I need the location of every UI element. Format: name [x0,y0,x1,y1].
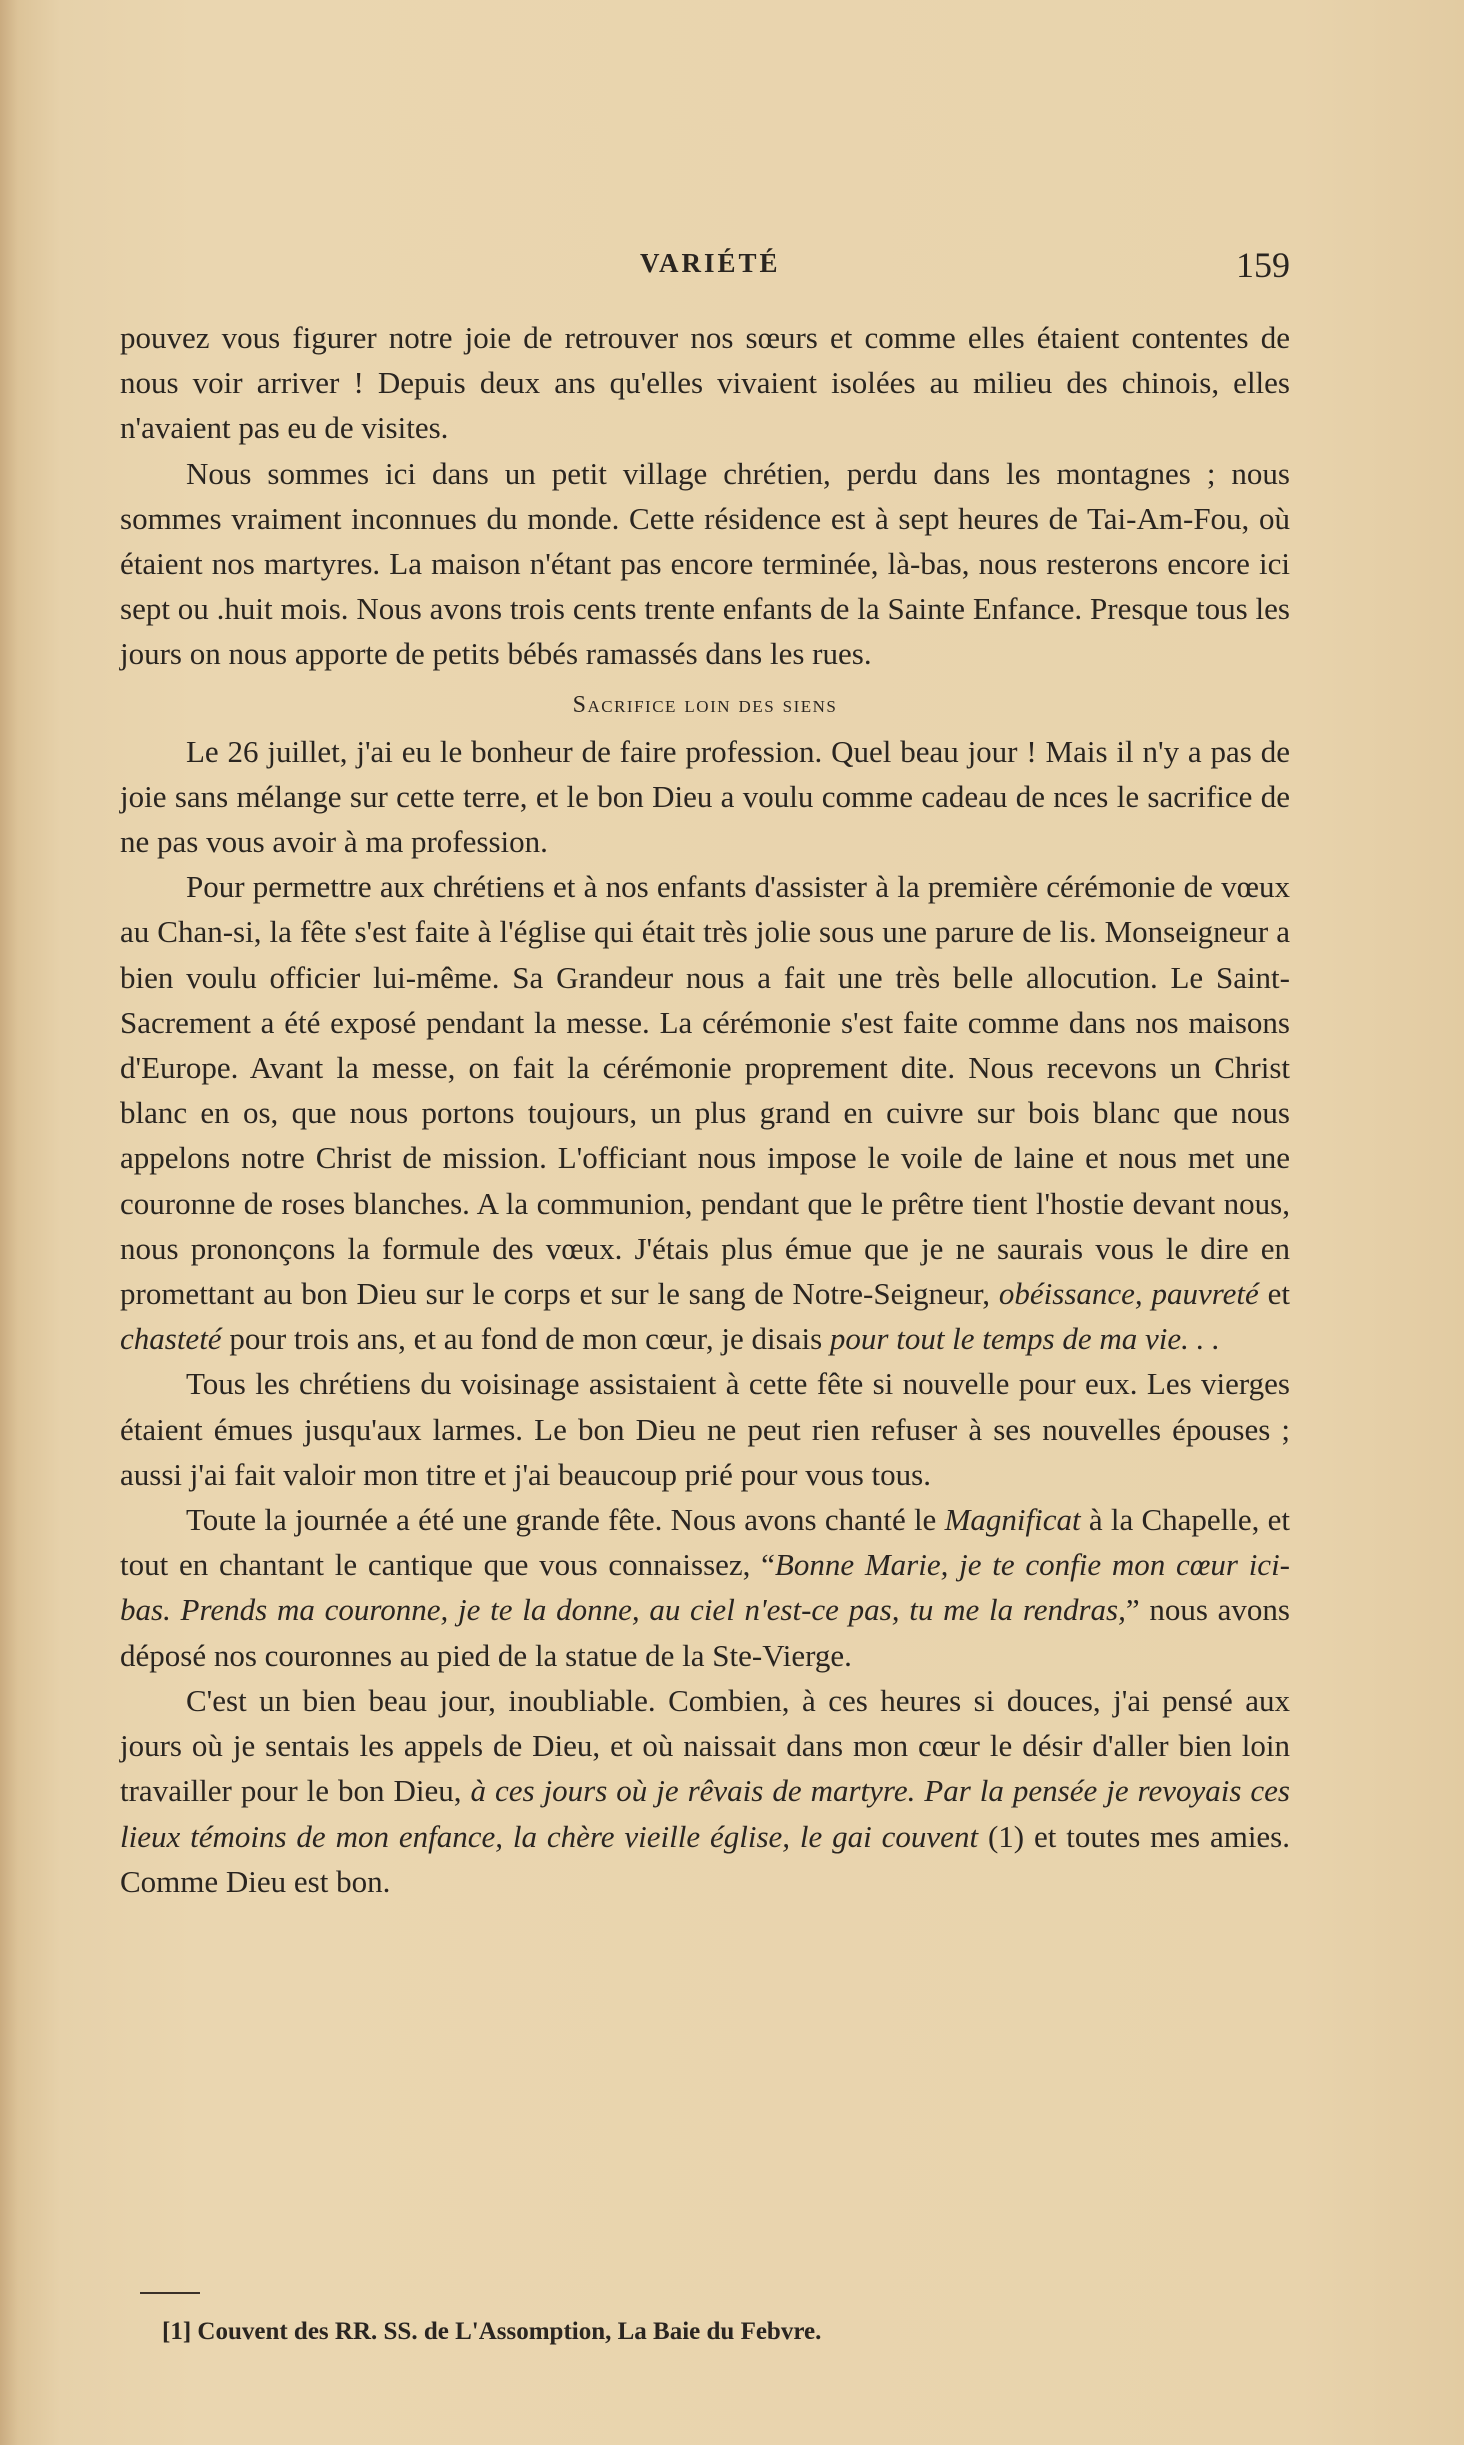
vows-and: et [1258,1276,1291,1312]
body-text [120,315,1290,1904]
vows-tail: pour trois ans, et au fond de mon cœur, je disais [221,1321,830,1357]
dreams-italic: à ces jours où je rêvais de martyre. Par la pensée je revoyais ces lieux témoins de mon enfance, la chère vieille église, le gai couvent [120,1773,1290,1854]
memories-text: C'est un bien beau jour, inoubliable. Combien, à ces heures si douces, j'ai pensé aux jours où je sentais les appels de Dieu, et où naissait dans mon cœur le désir d'aller bien loin travailler pour le bon Dieu, [120,1682,1290,1809]
paragraph-village: Nous sommes ici dans un petit village chrétien, perdu dans les montagnes ; nous sommes vraiment inconnues du monde. Cette résidence est à sept heures de Tai-Am-Fou, où étaient nos martyres. La maison n'étant pas encore terminée, là-bas, nous resterons encore ici sept ou .huit mois. Nous avons trois cents trente enfants de la Sainte Enfance. Presque tous les jours on nous apporte de petits bébés ramassés dans les rues. [120,455,1290,672]
forever-italic: pour tout le temps de ma vie. . . [829,1321,1220,1357]
feast-text: Toute la journée a été une grande fête. Nous avons chanté le [186,1502,937,1538]
paragraph-neighbors: Tous les chrétiens du voisinage assistaient à cette fête si nouvelle pour eux. Les vierges étaient émues jusqu'aux larmes. Le bon Dieu ne peut rien refuser à ses nouvelles épouses ; aussi j'ai fait valoir mon titre et j'ai beaucoup prié pour vous tous. [120,1366,1290,1492]
page-number: 159 [1236,245,1290,285]
section-heading [120,685,1290,725]
footnote-rule [140,2292,200,2294]
hymn-italic: Bonne Marie, je te confie mon cœur ici-bas. Prends ma couronne, je te la donne, au ciel n'est-ce pas, tu me la rendras, [120,1547,1291,1628]
vows-italic: obéissance, pauvreté [998,1276,1259,1312]
magnificat-italic: Magnificat [944,1502,1081,1538]
hymn-tail: ” nous avons déposé nos couronnes au pied de la statue de la Ste-Vierge. [120,1592,1290,1673]
paragraph-ceremony [120,864,1290,1361]
paragraph-feast [120,1497,1290,1678]
paragraph-continuation: pouvez vous figurer notre joie de retrouver nos sœurs et comme elles étaient contentes de nous voir arriver ! Depuis deux ans qu'elles vivaient isolées au milieu des chinois, elles n'avaient pas eu de visites. [120,320,1290,446]
chastity-italic: chasteté [120,1321,222,1357]
paragraph-profession: Le 26 juillet, j'ai eu le bonheur de faire profession. Quel beau jour ! Mais il n'y a pas de joie sans mélange sur cette terre, et le bon Dieu a voulu comme cadeau de nces le sacrifice de ne pas vous avoir à ma profession. [120,733,1290,860]
paragraph-memories [120,1678,1290,1904]
chapel-text: à la Chapelle, et tout en chantant le cantique que vous connaissez, “ [120,1502,1291,1583]
dreams-tail: (1) et toutes mes amies. Comme Dieu est bon. [120,1818,1290,1899]
section-heading-text: Sacrifice loin des siens [572,691,838,718]
running-head [120,245,1290,288]
footnote: [1] Couvent des RR. SS. de L'Assomption, La Baie du Febvre. [162,2318,822,2345]
running-title: VARIÉTÉ [640,248,781,278]
ceremony-text: Pour permettre aux chrétiens et à nos enfants d'assister à la première cérémonie de vœux au Chan-si, la fête s'est faite à l'église qui était très jolie sous une parure de lis. Monseigneur a bien voulu officier lui-même. Sa Grandeur nous a fait une très belle allocution. Le Saint-Sacrement a été exposé pendant la messe. La cérémonie s'est faite comme dans nos maisons d'Europe. Avant la messe, on fait la cérémonie proprement dite. Nous recevons un Christ blanc en os, que nous portons toujours, un plus grand en cuivre sur bois blanc que nous appelons notre Christ de mission. L'officiant nous impose le voile de laine et nous met une couronne de roses blanches. A la communion, pendant que le prêtre tient l'hostie devant nous, nous prononçons la formule des vœux. J'étais plus émue que je ne saurais vous le dire en promettant au bon Dieu sur le corps et sur le sang de Notre-Seigneur, [120,869,1290,1312]
